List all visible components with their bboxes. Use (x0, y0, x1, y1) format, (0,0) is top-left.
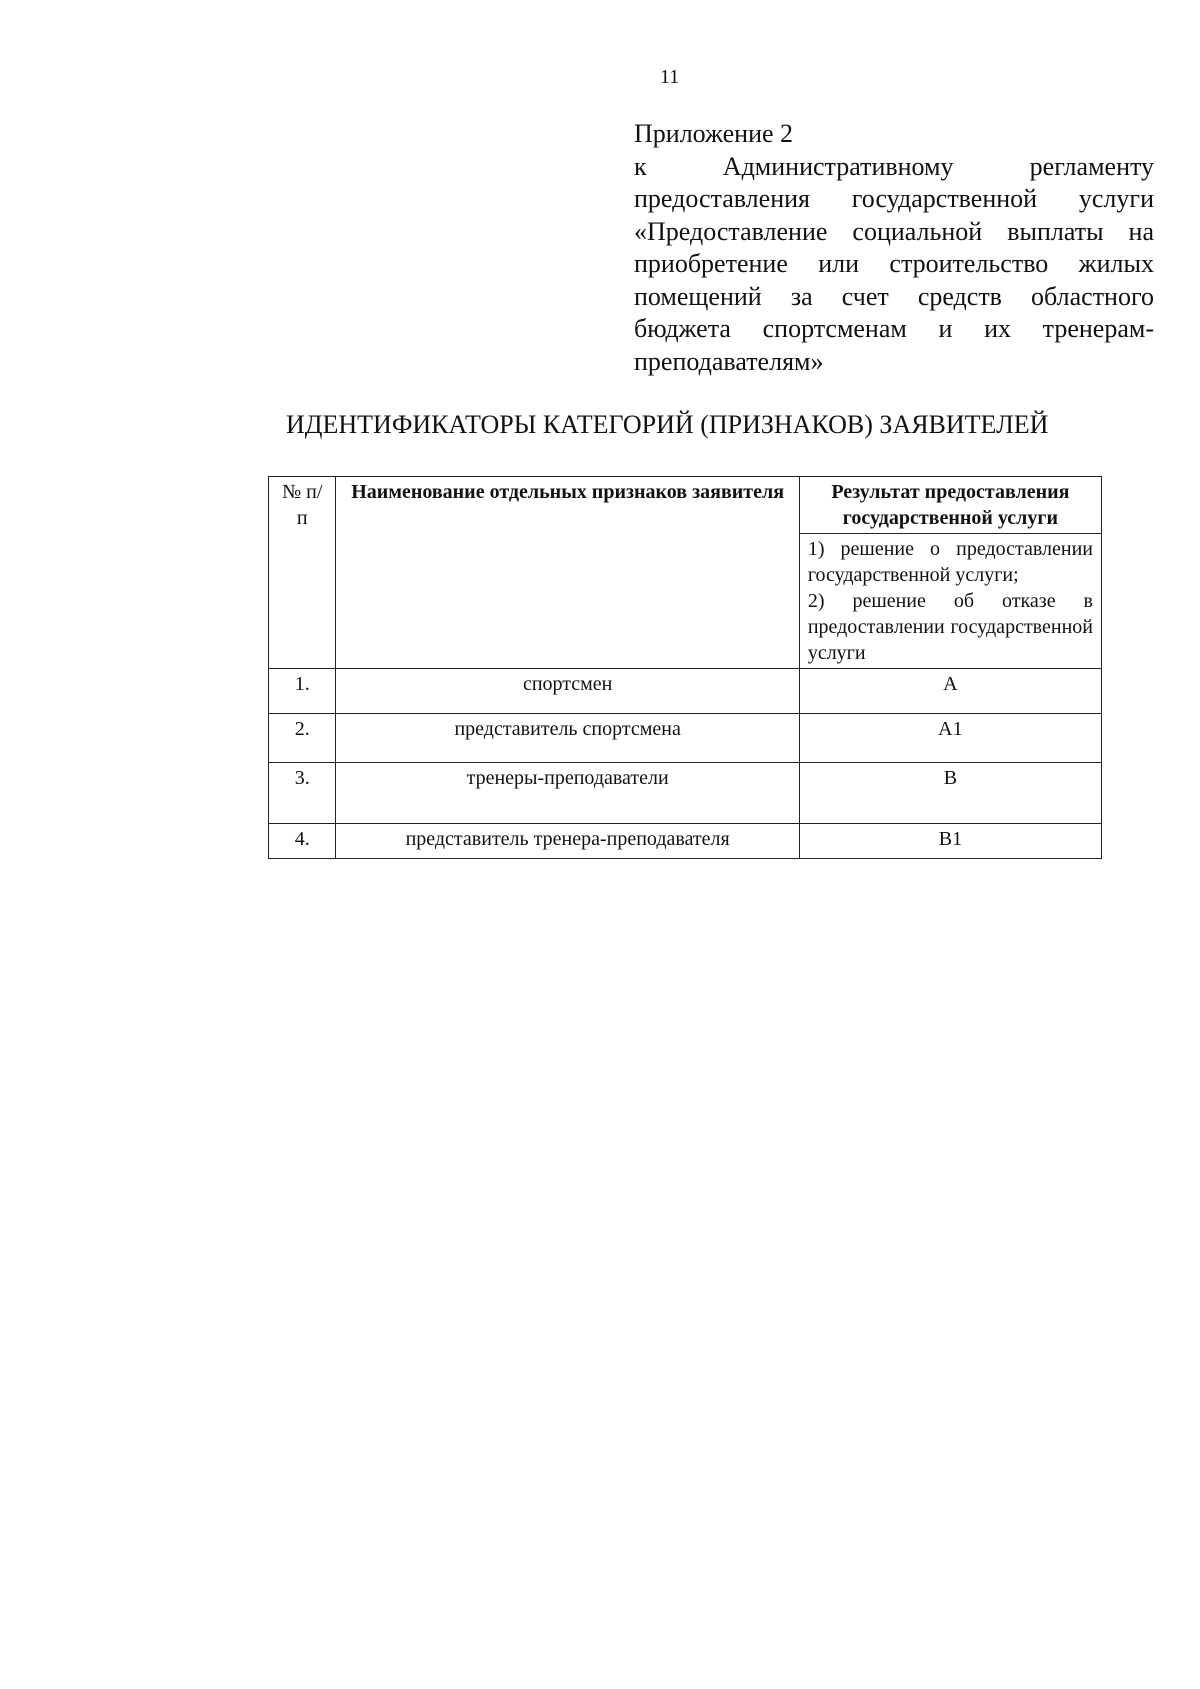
appendix-title: Приложение 2 (634, 119, 794, 148)
table-row (269, 824, 1102, 859)
appendix-block (634, 118, 1154, 378)
result-option-1: 1) решение о предоставлении государственной услуги; (807, 538, 1093, 586)
row-code: В1 (799, 824, 1101, 859)
row-name: тренеры-преподаватели (336, 763, 799, 824)
page-number: 11 (660, 66, 680, 88)
row-name: спортсмен (336, 669, 799, 714)
header-name: Наименование отдельных признаков заявителя (336, 477, 799, 669)
table-row (269, 669, 1102, 714)
row-code: В (799, 763, 1101, 824)
row-code: А1 (799, 714, 1101, 763)
row-number: 3. (269, 763, 336, 824)
result-options (799, 534, 1101, 669)
header-number: № п/п (269, 477, 336, 669)
row-name: представитель тренера-преподавателя (336, 824, 799, 859)
row-name: представитель спортсмена (336, 714, 799, 763)
table-row (269, 714, 1102, 763)
row-code: А (799, 669, 1101, 714)
result-option-2: 2) решение об отказе в предоставлении государственной услуги (807, 590, 1093, 664)
header-result: Результат предоставления государственной услуги (799, 477, 1101, 534)
row-number: 1. (269, 669, 336, 714)
document-heading: ИДЕНТИФИКАТОРЫ КАТЕГОРИЙ (ПРИЗНАКОВ) ЗАЯВИТЕЛЕЙ (286, 410, 1049, 439)
applicant-categories-table (268, 476, 1102, 859)
appendix-body: к Административному регламенту предоставления государственной услуги «Предоставление социальной выплаты на приобретение или строительство жилых помещений за счет средств областного бюджета спортсменам и их тренерам-преподавателям» (634, 151, 1154, 376)
table-row (269, 763, 1102, 824)
row-number: 2. (269, 714, 336, 763)
row-number: 4. (269, 824, 336, 859)
